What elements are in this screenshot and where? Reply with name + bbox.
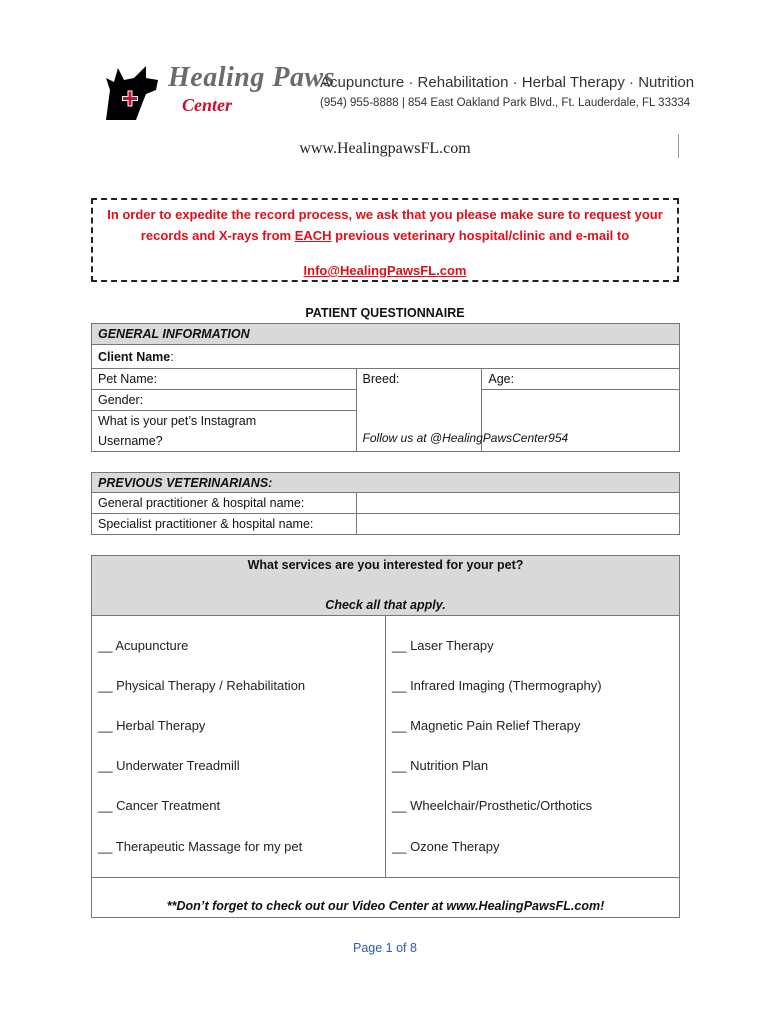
client-name-label: Client Name bbox=[98, 349, 171, 364]
notice-line-2-start: records and X-rays from bbox=[140, 228, 295, 243]
website-text: www.HealingpawsFL.com bbox=[299, 140, 471, 157]
service-therapeutic-massage[interactable]: __ Therapeutic Massage for my pet bbox=[98, 839, 303, 854]
notice-email-link[interactable]: Info@HealingPawsFL.com bbox=[303, 263, 467, 278]
service-wheelchair-prosthetic[interactable]: __ Wheelchair/Prosthetic/Orthotics bbox=[392, 798, 593, 813]
previous-vets-heading: PREVIOUS VETERINARIANS: bbox=[92, 473, 680, 493]
service-magnetic-pain-relief[interactable]: __ Magnetic Pain Relief Therapy bbox=[392, 718, 581, 733]
services-column-divider bbox=[385, 616, 386, 878]
breed-label: Breed: bbox=[362, 372, 400, 386]
service-acupuncture[interactable]: __ Acupuncture bbox=[98, 638, 189, 653]
general-practitioner-input[interactable] bbox=[356, 493, 679, 514]
specialist-input[interactable] bbox=[356, 514, 679, 535]
previous-vets-table bbox=[91, 472, 680, 535]
service-physical-therapy[interactable]: __ Physical Therapy / Rehabilitation bbox=[98, 678, 306, 693]
pet-name-field[interactable]: Pet Name: bbox=[92, 369, 357, 390]
margin-rule bbox=[678, 134, 679, 158]
dog-logo-icon bbox=[100, 60, 164, 124]
services-tagline: Acupuncture · Rehabilitation · Herbal Therapy · Nutrition bbox=[320, 74, 695, 91]
services-question: What services are you interested for your pet? bbox=[247, 558, 524, 572]
page-number: Page 1 of 8 bbox=[353, 941, 417, 955]
client-name-field[interactable] bbox=[92, 345, 680, 369]
contact-info: (954) 955-8888 | 854 East Oakland Park Blvd., Ft. Lauderdale, FL 33334 bbox=[320, 97, 691, 109]
notice-line-2 bbox=[95, 225, 675, 246]
general-practitioner-label: General practitioner & hospital name: bbox=[92, 493, 357, 514]
notice-line-1: In order to expedite the record process, we ask that you please make sure to request your bbox=[107, 207, 663, 222]
age-field[interactable] bbox=[482, 369, 680, 390]
age-label: Age: bbox=[488, 372, 515, 386]
service-underwater-treadmill[interactable]: __ Underwater Treadmill bbox=[98, 758, 240, 773]
general-info-table bbox=[91, 323, 680, 452]
notice-emphasis: EACH bbox=[294, 228, 332, 243]
notice-line-2-end: previous veterinary hospital/clinic and e-mail to bbox=[331, 228, 630, 243]
follow-us-text: Follow us at @HealingPawsCenter954 bbox=[362, 431, 569, 445]
questionnaire-title: PATIENT QUESTIONNAIRE bbox=[305, 306, 465, 320]
logo-name: Healing Paws bbox=[168, 62, 336, 93]
instagram-label-line-2: Username? bbox=[98, 434, 163, 448]
services-instruction: Check all that apply. bbox=[325, 598, 446, 612]
service-ozone-therapy[interactable]: __ Ozone Therapy bbox=[392, 839, 500, 854]
gender-field[interactable]: Gender: bbox=[92, 390, 357, 411]
service-laser-therapy[interactable]: __ Laser Therapy bbox=[392, 638, 494, 653]
service-cancer-treatment[interactable]: __ Cancer Treatment bbox=[98, 798, 221, 813]
service-nutrition-plan[interactable]: __ Nutrition Plan bbox=[392, 758, 489, 773]
general-info-heading: GENERAL INFORMATION bbox=[92, 324, 680, 345]
service-infrared-imaging[interactable]: __ Infrared Imaging (Thermography) bbox=[392, 678, 602, 693]
instagram-field[interactable] bbox=[92, 411, 357, 452]
notice-text bbox=[95, 204, 675, 246]
video-center-note: **Don’t forget to check out our Video Center at www.HealingPawsFL.com! bbox=[166, 899, 605, 913]
service-herbal-therapy[interactable]: __ Herbal Therapy bbox=[98, 718, 206, 733]
instagram-label-line-1: What is your pet’s Instagram bbox=[98, 414, 257, 428]
client-name-colon: : bbox=[170, 349, 174, 364]
services-bottom-rule bbox=[92, 877, 679, 878]
logo-subtitle: Center bbox=[182, 95, 233, 115]
specialist-label: Specialist practitioner & hospital name: bbox=[92, 514, 357, 535]
